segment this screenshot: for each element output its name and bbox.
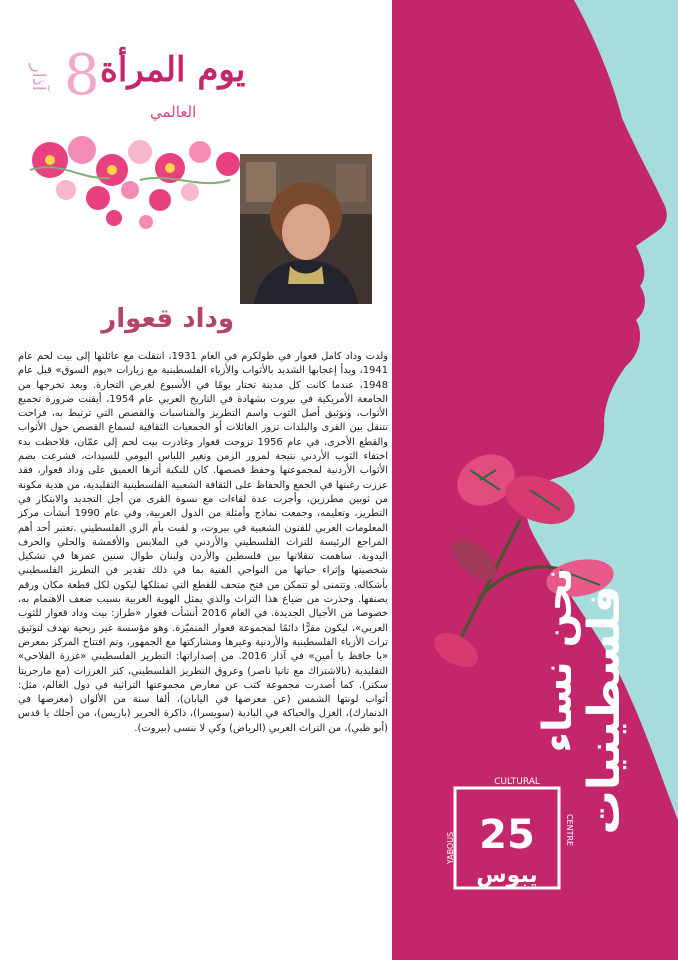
logo-word-centre: CENTRE	[565, 813, 574, 847]
logo-word-cultural: CULTURAL	[494, 777, 540, 787]
date-month: آذار	[28, 64, 49, 91]
yabous-logo	[445, 770, 575, 910]
page-subtitle: العالمي	[150, 103, 197, 121]
person-name: وداد قعوار	[101, 304, 234, 334]
logo-word-yabous: YABOUS	[446, 831, 455, 865]
slogan-line2: فلسطينيات	[579, 585, 630, 835]
portrait-image	[240, 154, 372, 304]
article-body: ولدت وداد كامل قعوار في طولكرم في العام 1931، انتقلت مع عائلتها إلى بيت لحم عام 1941، وبدأ إعجابها الشديد بالأثواب والأزياء الفلسطينية مع زيارات «يوم السوق» قبل عام 1948، عندما كانت كل مدينة تختار يومًا في الأسبوع لغرض التجارة. وبعد تخرجها من الجامعة الأمريكية في بيروت بشهادة في التاريخ العربي عام 1954، أيقنت ضرورة تجميع الأثواب، وتوثيق أصل الثوب واسم التطريز والمناسبات والقصص التي ترتبط به، فراحت تتنقل بين القرى والبلدات تزور العائلات أو الجمعيات الثقافية لسماع القصص حول الأثواب والقطع الأخرى. في عام 1956 تزوجت قعوار وغادرت بيت لحم إلى عمّان، فلاحظت بدء اختفاء الثوب الأردني نتيجة لمرور الزمن وتغير اللباس اليومي للسيدات، فشرعت بضم الأثواب الأردنية لمجموعتها وحفظ قصصها. كان للنكبة أثرها العميق على وداد قعوار، فقد عززت رغبتها في الجمع والحفاظ على الثقافة الشعبية الفلسطينية التقليدية، من هدية مكونة من ثوبين مطرزين، وأجرت عدة لقاءات مع نسوة القرى من أجل التجديد والابتكار في التطريز، وتعليمه، وجمعت نماذج وأمثلة من الدول العربية، وفي عام 1990 أنشأت مركز المعلومات العربي للفنون الشعبية في بيروت، و لقبت بأم الزي الفلسطيني .تعتبر أحد أهم المراجع الرئيسة للتراث الفلسطيني والأردني في الملابس والأقمشة والحلي والحرف اليدوية. ساهمت تنقلاتها بين فلسطين والأردن ولبنان طوال سنين عمرها في تشكيل شخصيتها وإثراء حياتها من النواحي الفنية بما في ذلك تقدير فن التطريز الفلسطيني بأشكاله. وتتمنى لو تتمكن من فتح متحف للقطع التي تمتلكها ليكون لكل قطعة مكان ورقم يصنفها. وحذرت من ضياع هذا التراث والذي يمثل الهوية العربية بسبب ضعف الاهتمام به، خصوصا من الأجيال الجديدة. في العام 2016 أنشأت قعوار «طراز: بيت وداد قعوار للثوب العربي»، ليكون مقرًّا دائمًا لمجموعة قعوار المتميّزة. وهو مؤسسة غير ربحية تهدف لتوثيق تراث الأزياء الفلسطينية والأردنية وغيرها ومشاركتها مع الجمهور، وتم افتتاح المركز بمعرض «يا حافظ يا أمين» في آذار 2016. من إصداراتها: التطريز الفلسطيني «غرزة الفلاحي» التقليدية (بالاشتراك مع تانيا ناصر) وعروق التطريز الفلسطيني، كنز الغرزات (مع مارجريتا سكنر). كما أصدرت مجموعة كتب عن معارض مجموعتها التراثية في دول العالم، مثل: أثواب لونتها الشمس (عن معرضها في اليابان)، ألفا سنة من الألوان (معرضها في الدنمارك)، الغزل والحياكة في البادية (سويسرا)، ذاكرة الحرير (باريس)، من أجلك يا قدس (أبو ظبي)، من التراث العربي (الرياض) وكي لا ننسى (بيروت).	[18, 351, 388, 734]
date-number: 8	[64, 43, 100, 108]
page-title: يوم المرأة	[100, 50, 246, 90]
logo-arabic-name: يبوس	[476, 863, 538, 888]
slogan-line1: نحن نساء	[535, 567, 581, 753]
portrait-photo	[240, 154, 372, 304]
logo-number: 25	[479, 812, 535, 858]
